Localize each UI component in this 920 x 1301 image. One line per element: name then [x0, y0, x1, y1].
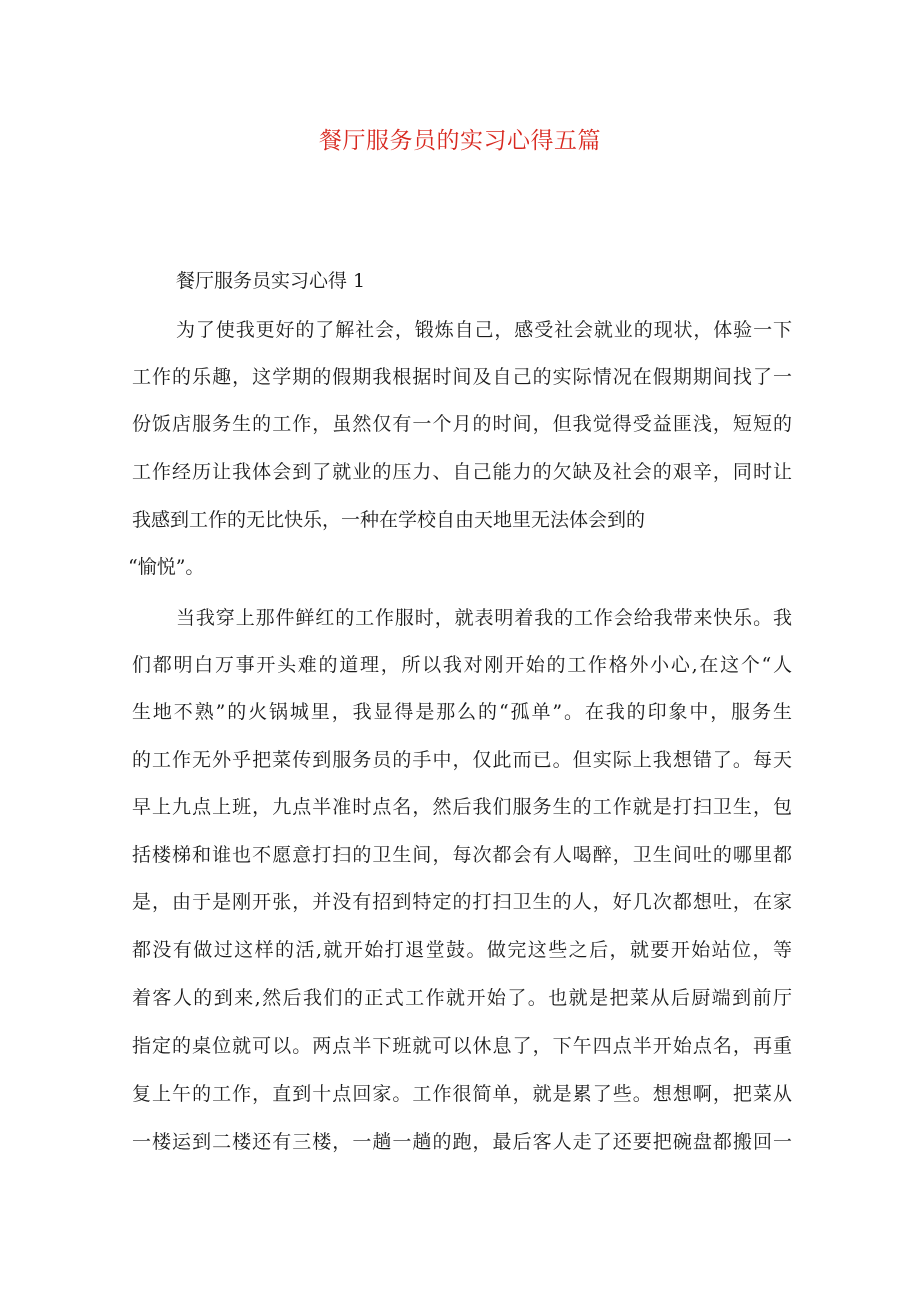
document-title: 餐厅服务员的实习心得五篇: [319, 128, 601, 154]
paragraph-line: 份饭店服务生的工作，虽然仅有一个月的时间，但我觉得受益匪浅，短短的: [132, 413, 792, 435]
paragraph-line: 都没有做过这样的活,就开始打退堂鼓。做完这些之后，就要开始站位，等: [132, 939, 792, 961]
paragraph-line: 生地不熟”的火锅城里，我显得是那么的“孤单”。在我的印象中，服务生: [132, 701, 792, 723]
paragraph-line: 着客人的到来,然后我们的正式工作就开始了。也就是把菜从后厨端到前厅: [132, 987, 792, 1009]
paragraph-line: 是，由于是刚开张，并没有招到特定的打扫卫生的人，好几次都想吐，在家: [132, 891, 792, 913]
section-heading: 餐厅服务员实习心得 1: [176, 270, 366, 292]
paragraph-line: 早上九点上班，九点半准时点名，然后我们服务生的工作就是打扫卫生，包: [132, 796, 792, 818]
paragraph-line: 为了使我更好的了解社会，锻炼自己，感受社会就业的现状，体验一下: [176, 319, 792, 341]
paragraph-line: 指定的桌位就可以。两点半下班就可以休息了，下午四点半开始点名，再重: [132, 1035, 792, 1057]
paragraph-line: 复上午的工作，直到十点回家。工作很简单，就是累了些。想想啊，把菜从: [132, 1083, 792, 1105]
paragraph-line: 工作经历让我体会到了就业的压力、自己能力的欠缺及社会的艰辛，同时让: [132, 461, 792, 483]
paragraph-line: “愉悦”。: [128, 556, 205, 578]
paragraph-line: 当我穿上那件鲜红的工作服时，就表明着我的工作会给我带来快乐。我: [176, 607, 792, 629]
paragraph-line: 们都明白万事开头难的道理，所以我对刚开始的工作格外小心,在这个“人: [132, 654, 792, 676]
paragraph-line: 括楼梯和谁也不愿意打扫的卫生间，每次都会有人喝醉，卫生间吐的哪里都: [132, 844, 792, 866]
paragraph-line: 一楼运到二楼还有三楼，一趟一趟的跑，最后客人走了还要把碗盘都搬回一: [132, 1131, 792, 1153]
paragraph-line: 我感到工作的无比快乐，一种在学校自由天地里无法体会到的: [132, 509, 646, 531]
paragraph-line: 工作的乐趣，这学期的假期我根据时间及自己的实际情况在假期期间找了一: [132, 366, 792, 388]
paragraph-line: 的工作无外乎把菜传到服务员的手中，仅此而已。但实际上我想错了。每天: [132, 749, 792, 771]
